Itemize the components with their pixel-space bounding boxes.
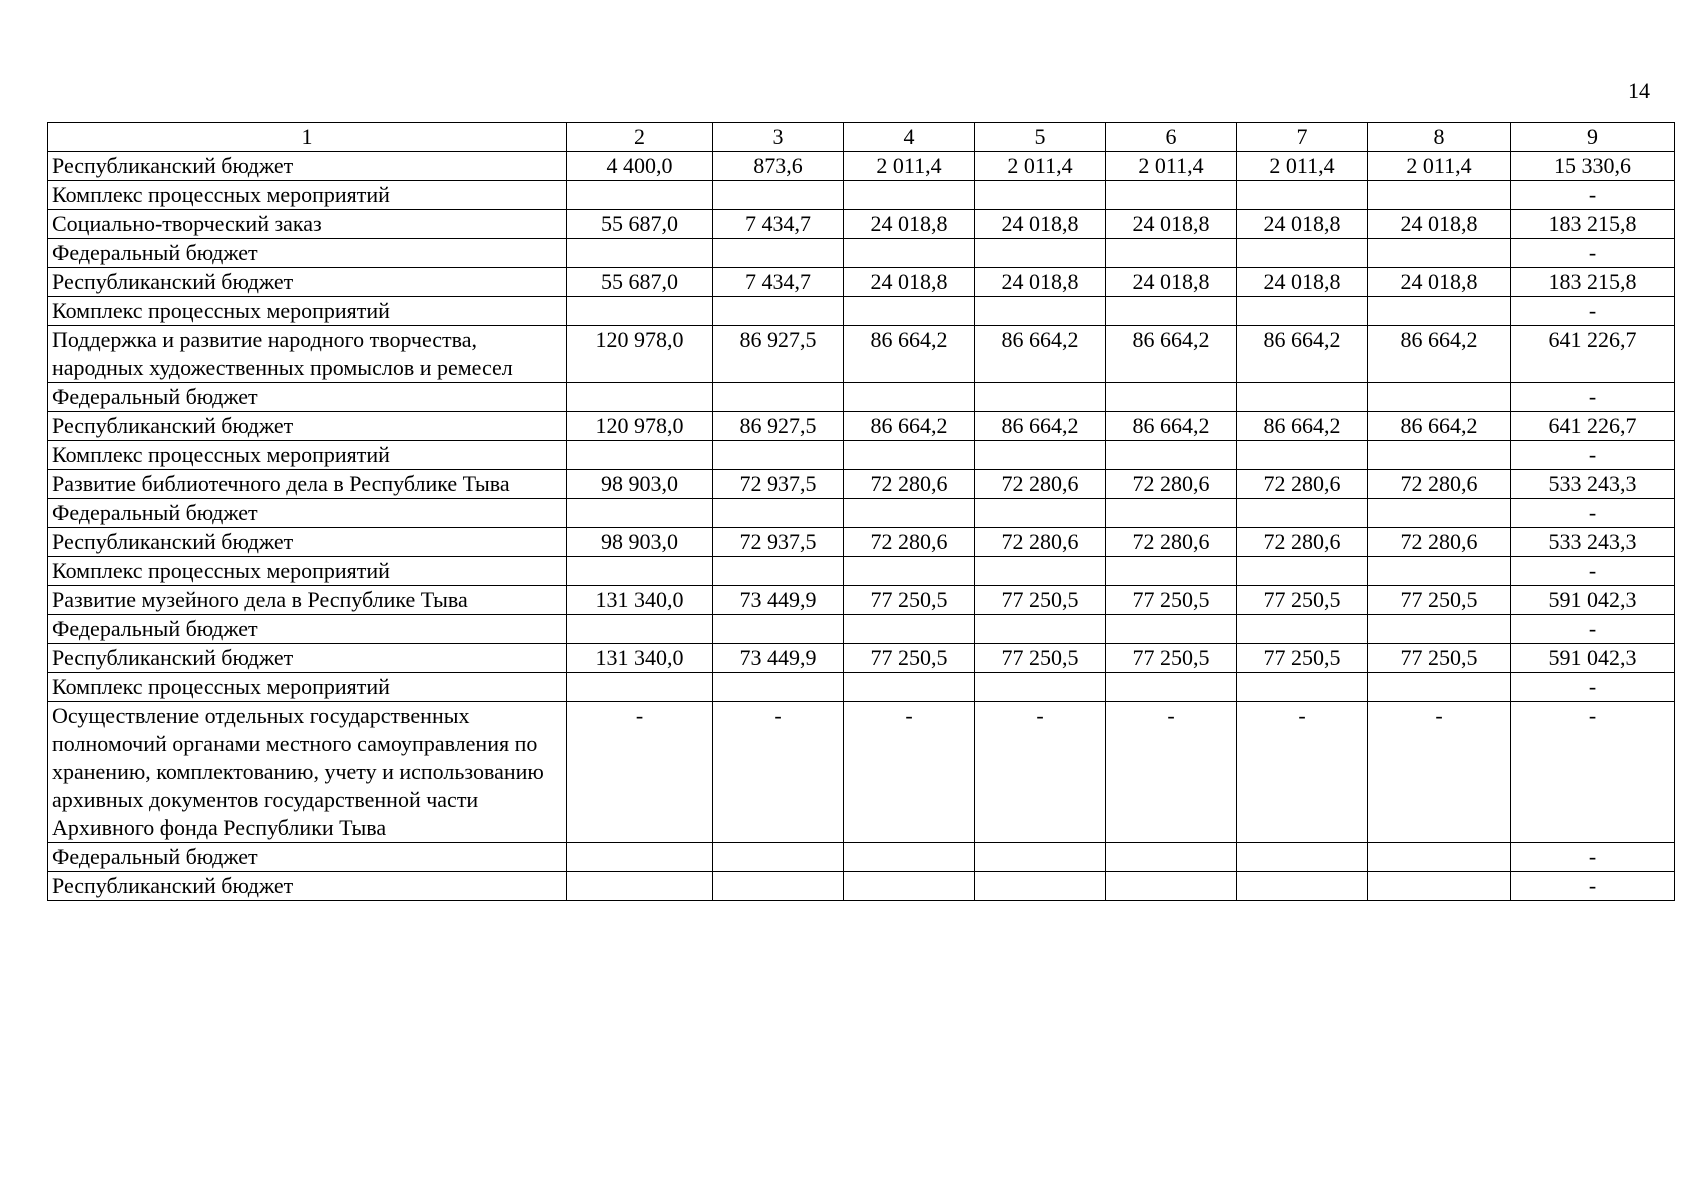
value-cell-col-3: 73 449,9 (713, 586, 844, 615)
value-cell-col-7: - (1237, 702, 1368, 843)
value-cell-col-9: 591 042,3 (1511, 586, 1675, 615)
value-cell-col-5: - (975, 702, 1106, 843)
value-cell-col-5 (975, 615, 1106, 644)
value-cell-col-5 (975, 557, 1106, 586)
value-cell-col-2 (567, 383, 713, 412)
value-cell-col-2: 131 340,0 (567, 644, 713, 673)
value-cell-col-2 (567, 499, 713, 528)
value-cell-col-6: - (1106, 702, 1237, 843)
value-cell-col-2 (567, 673, 713, 702)
value-cell-col-3: 7 434,7 (713, 268, 844, 297)
value-cell-col-8: - (1368, 702, 1511, 843)
column-header: 4 (844, 123, 975, 152)
value-cell-col-6 (1106, 297, 1237, 326)
value-cell-col-4 (844, 181, 975, 210)
value-cell-col-2: 55 687,0 (567, 210, 713, 239)
table-row (48, 326, 1675, 383)
row-label-cell: Республиканский бюджет (48, 528, 567, 557)
value-cell-col-6 (1106, 557, 1237, 586)
value-cell-col-4: - (844, 702, 975, 843)
row-label-cell: Федеральный бюджет (48, 383, 567, 412)
value-cell-col-5 (975, 181, 1106, 210)
value-cell-col-4: 24 018,8 (844, 268, 975, 297)
value-cell-col-9: 183 215,8 (1511, 268, 1675, 297)
row-label-cell: Комплекс процессных мероприятий (48, 441, 567, 470)
value-cell-col-8: 72 280,6 (1368, 528, 1511, 557)
value-cell-col-6 (1106, 673, 1237, 702)
value-cell-col-9: - (1511, 673, 1675, 702)
row-label-cell: Поддержка и развитие народного творчества, народных художественных промыслов и ремесел (48, 326, 567, 383)
value-cell-col-3 (713, 872, 844, 901)
value-cell-col-8: 24 018,8 (1368, 210, 1511, 239)
value-cell-col-2 (567, 872, 713, 901)
header-row (48, 123, 1675, 152)
value-cell-col-4: 72 280,6 (844, 470, 975, 499)
value-cell-col-8: 72 280,6 (1368, 470, 1511, 499)
value-cell-col-8 (1368, 441, 1511, 470)
value-cell-col-7 (1237, 297, 1368, 326)
value-cell-col-7 (1237, 843, 1368, 872)
row-label-cell: Комплекс процессных мероприятий (48, 297, 567, 326)
value-cell-col-3 (713, 499, 844, 528)
page-number: 14 (1628, 78, 1650, 103)
value-cell-col-4 (844, 615, 975, 644)
table-row (48, 470, 1675, 499)
value-cell-col-2: 4 400,0 (567, 152, 713, 181)
value-cell-col-3 (713, 441, 844, 470)
table-row (48, 586, 1675, 615)
value-cell-col-9: 591 042,3 (1511, 644, 1675, 673)
value-cell-col-2: 98 903,0 (567, 470, 713, 499)
value-cell-col-6 (1106, 499, 1237, 528)
value-cell-col-7: 86 664,2 (1237, 412, 1368, 441)
value-cell-col-8 (1368, 872, 1511, 901)
value-cell-col-5 (975, 383, 1106, 412)
value-cell-col-3: 73 449,9 (713, 644, 844, 673)
row-label-cell: Федеральный бюджет (48, 499, 567, 528)
value-cell-col-9: - (1511, 383, 1675, 412)
value-cell-col-2 (567, 557, 713, 586)
value-cell-col-9: 641 226,7 (1511, 326, 1675, 383)
value-cell-col-4 (844, 239, 975, 268)
table-row (48, 152, 1675, 181)
value-cell-col-3 (713, 383, 844, 412)
table-row (48, 441, 1675, 470)
value-cell-col-7: 72 280,6 (1237, 528, 1368, 557)
value-cell-col-8 (1368, 615, 1511, 644)
value-cell-col-8 (1368, 239, 1511, 268)
column-header: 2 (567, 123, 713, 152)
value-cell-col-4 (844, 499, 975, 528)
row-label-cell: Республиканский бюджет (48, 412, 567, 441)
value-cell-col-6: 72 280,6 (1106, 470, 1237, 499)
value-cell-col-6 (1106, 239, 1237, 268)
table-row (48, 528, 1675, 557)
value-cell-col-3 (713, 615, 844, 644)
budget-table (47, 122, 1675, 901)
column-header: 6 (1106, 123, 1237, 152)
value-cell-col-4 (844, 297, 975, 326)
value-cell-col-5: 86 664,2 (975, 326, 1106, 383)
value-cell-col-4 (844, 557, 975, 586)
row-label-cell: Развитие музейного дела в Республике Тыва (48, 586, 567, 615)
value-cell-col-5 (975, 239, 1106, 268)
value-cell-col-9: - (1511, 872, 1675, 901)
value-cell-col-3: 7 434,7 (713, 210, 844, 239)
value-cell-col-9: - (1511, 441, 1675, 470)
value-cell-col-5: 72 280,6 (975, 528, 1106, 557)
value-cell-col-6: 24 018,8 (1106, 210, 1237, 239)
value-cell-col-8 (1368, 843, 1511, 872)
value-cell-col-5 (975, 843, 1106, 872)
value-cell-col-7 (1237, 615, 1368, 644)
value-cell-col-2: - (567, 702, 713, 843)
value-cell-col-6 (1106, 383, 1237, 412)
value-cell-col-5: 77 250,5 (975, 586, 1106, 615)
value-cell-col-3: 873,6 (713, 152, 844, 181)
value-cell-col-5: 77 250,5 (975, 644, 1106, 673)
row-label-cell: Республиканский бюджет (48, 644, 567, 673)
value-cell-col-8 (1368, 383, 1511, 412)
value-cell-col-4: 77 250,5 (844, 644, 975, 673)
table-row (48, 499, 1675, 528)
value-cell-col-5: 86 664,2 (975, 412, 1106, 441)
value-cell-col-7: 72 280,6 (1237, 470, 1368, 499)
value-cell-col-3: 86 927,5 (713, 326, 844, 383)
table-row (48, 412, 1675, 441)
table-row (48, 644, 1675, 673)
value-cell-col-8: 86 664,2 (1368, 412, 1511, 441)
value-cell-col-9: 15 330,6 (1511, 152, 1675, 181)
value-cell-col-8 (1368, 673, 1511, 702)
value-cell-col-5 (975, 499, 1106, 528)
value-cell-col-6 (1106, 441, 1237, 470)
value-cell-col-8 (1368, 557, 1511, 586)
value-cell-col-2 (567, 181, 713, 210)
value-cell-col-8 (1368, 181, 1511, 210)
value-cell-col-6: 72 280,6 (1106, 528, 1237, 557)
value-cell-col-3 (713, 181, 844, 210)
value-cell-col-8: 24 018,8 (1368, 268, 1511, 297)
value-cell-col-9: - (1511, 557, 1675, 586)
value-cell-col-7: 24 018,8 (1237, 268, 1368, 297)
value-cell-col-6 (1106, 181, 1237, 210)
value-cell-col-5 (975, 297, 1106, 326)
table-row (48, 843, 1675, 872)
value-cell-col-8: 86 664,2 (1368, 326, 1511, 383)
value-cell-col-4: 2 011,4 (844, 152, 975, 181)
value-cell-col-3 (713, 239, 844, 268)
value-cell-col-2: 98 903,0 (567, 528, 713, 557)
value-cell-col-5: 24 018,8 (975, 210, 1106, 239)
value-cell-col-9: - (1511, 239, 1675, 268)
column-header: 8 (1368, 123, 1511, 152)
value-cell-col-9: 641 226,7 (1511, 412, 1675, 441)
table-row (48, 383, 1675, 412)
column-header: 5 (975, 123, 1106, 152)
value-cell-col-3: 86 927,5 (713, 412, 844, 441)
value-cell-col-3 (713, 297, 844, 326)
row-label-cell: Осуществление отдельных государственных полномочий органами местного самоуправления по хранению, комплектованию, учету и использованию архивных документов государственной части Архивного фонда Республики Тыва (48, 702, 567, 843)
value-cell-col-9: 533 243,3 (1511, 528, 1675, 557)
value-cell-col-5: 2 011,4 (975, 152, 1106, 181)
row-label-cell: Республиканский бюджет (48, 872, 567, 901)
value-cell-col-4 (844, 843, 975, 872)
value-cell-col-7 (1237, 499, 1368, 528)
value-cell-col-4: 86 664,2 (844, 326, 975, 383)
row-label-cell: Социально-творческий заказ (48, 210, 567, 239)
value-cell-col-6 (1106, 615, 1237, 644)
value-cell-col-7 (1237, 441, 1368, 470)
value-cell-col-2: 120 978,0 (567, 412, 713, 441)
value-cell-col-2 (567, 615, 713, 644)
value-cell-col-6: 77 250,5 (1106, 586, 1237, 615)
value-cell-col-4 (844, 441, 975, 470)
value-cell-col-2 (567, 297, 713, 326)
value-cell-col-7: 86 664,2 (1237, 326, 1368, 383)
value-cell-col-3 (713, 673, 844, 702)
value-cell-col-9: 183 215,8 (1511, 210, 1675, 239)
table-row (48, 557, 1675, 586)
row-label-cell: Федеральный бюджет (48, 239, 567, 268)
value-cell-col-7: 77 250,5 (1237, 644, 1368, 673)
value-cell-col-6: 86 664,2 (1106, 326, 1237, 383)
table-row (48, 297, 1675, 326)
value-cell-col-6: 77 250,5 (1106, 644, 1237, 673)
value-cell-col-5: 72 280,6 (975, 470, 1106, 499)
value-cell-col-5: 24 018,8 (975, 268, 1106, 297)
value-cell-col-3: 72 937,5 (713, 470, 844, 499)
table-row (48, 239, 1675, 268)
value-cell-col-2: 131 340,0 (567, 586, 713, 615)
value-cell-col-6: 2 011,4 (1106, 152, 1237, 181)
value-cell-col-6: 86 664,2 (1106, 412, 1237, 441)
value-cell-col-8 (1368, 499, 1511, 528)
row-label-cell: Комплекс процессных мероприятий (48, 557, 567, 586)
value-cell-col-6 (1106, 843, 1237, 872)
value-cell-col-2 (567, 239, 713, 268)
column-header: 9 (1511, 123, 1675, 152)
table-row (48, 210, 1675, 239)
value-cell-col-9: 533 243,3 (1511, 470, 1675, 499)
column-header: 1 (48, 123, 567, 152)
column-header: 3 (713, 123, 844, 152)
value-cell-col-7 (1237, 181, 1368, 210)
value-cell-col-4 (844, 872, 975, 901)
value-cell-col-7: 24 018,8 (1237, 210, 1368, 239)
value-cell-col-2: 55 687,0 (567, 268, 713, 297)
value-cell-col-2: 120 978,0 (567, 326, 713, 383)
value-cell-col-6: 24 018,8 (1106, 268, 1237, 297)
value-cell-col-8: 77 250,5 (1368, 586, 1511, 615)
value-cell-col-4: 77 250,5 (844, 586, 975, 615)
row-label-cell: Республиканский бюджет (48, 152, 567, 181)
value-cell-col-9: - (1511, 843, 1675, 872)
value-cell-col-7: 77 250,5 (1237, 586, 1368, 615)
value-cell-col-4 (844, 383, 975, 412)
value-cell-col-9: - (1511, 702, 1675, 843)
value-cell-col-7 (1237, 239, 1368, 268)
table-body (48, 152, 1675, 901)
value-cell-col-3 (713, 843, 844, 872)
table-row (48, 268, 1675, 297)
value-cell-col-7: 2 011,4 (1237, 152, 1368, 181)
value-cell-col-4: 86 664,2 (844, 412, 975, 441)
value-cell-col-8: 2 011,4 (1368, 152, 1511, 181)
value-cell-col-9: - (1511, 181, 1675, 210)
value-cell-col-5 (975, 872, 1106, 901)
row-label-cell: Комплекс процессных мероприятий (48, 673, 567, 702)
value-cell-col-3 (713, 557, 844, 586)
value-cell-col-7 (1237, 673, 1368, 702)
row-label-cell: Развитие библиотечного дела в Республике Тыва (48, 470, 567, 499)
row-label-cell: Федеральный бюджет (48, 843, 567, 872)
table-row (48, 673, 1675, 702)
row-label-cell: Комплекс процессных мероприятий (48, 181, 567, 210)
value-cell-col-8: 77 250,5 (1368, 644, 1511, 673)
value-cell-col-9: - (1511, 297, 1675, 326)
value-cell-col-9: - (1511, 615, 1675, 644)
row-label-cell: Республиканский бюджет (48, 268, 567, 297)
table-row (48, 872, 1675, 901)
value-cell-col-3: - (713, 702, 844, 843)
column-header: 7 (1237, 123, 1368, 152)
table-row (48, 615, 1675, 644)
value-cell-col-2 (567, 441, 713, 470)
table-row (48, 181, 1675, 210)
table-row (48, 702, 1675, 843)
value-cell-col-5 (975, 441, 1106, 470)
value-cell-col-2 (567, 843, 713, 872)
value-cell-col-8 (1368, 297, 1511, 326)
value-cell-col-4 (844, 673, 975, 702)
row-label-cell: Федеральный бюджет (48, 615, 567, 644)
value-cell-col-6 (1106, 872, 1237, 901)
value-cell-col-4: 24 018,8 (844, 210, 975, 239)
value-cell-col-7 (1237, 872, 1368, 901)
value-cell-col-3: 72 937,5 (713, 528, 844, 557)
value-cell-col-7 (1237, 383, 1368, 412)
value-cell-col-4: 72 280,6 (844, 528, 975, 557)
value-cell-col-9: - (1511, 499, 1675, 528)
value-cell-col-7 (1237, 557, 1368, 586)
value-cell-col-5 (975, 673, 1106, 702)
